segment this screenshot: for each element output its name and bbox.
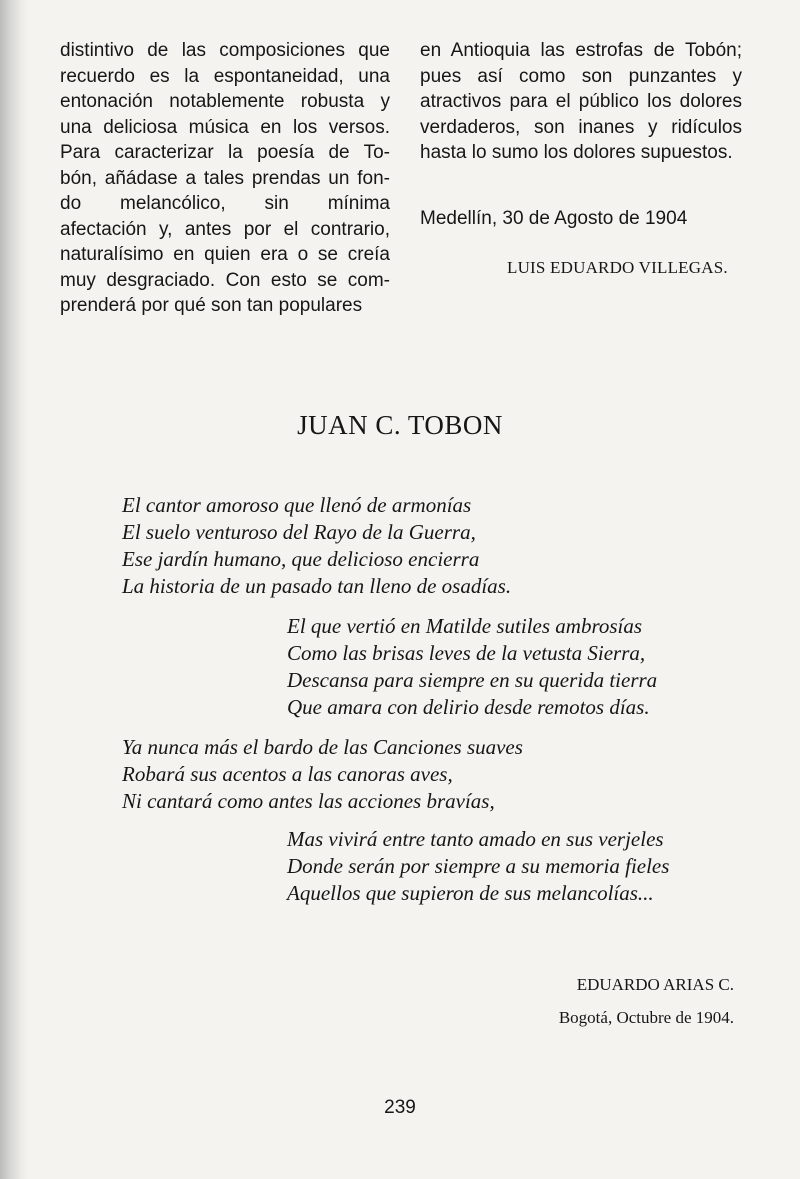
page-number: 239: [384, 1097, 416, 1118]
poem-stanza: [287, 613, 657, 721]
verse-line: La historia de un pasado tan lleno de osadías.: [122, 574, 512, 598]
text-line: pues así como son punzantes y: [420, 65, 742, 87]
verse-line: El suelo venturoso del Rayo de la Guerra,: [122, 520, 476, 544]
text-line: recuerdo es la espontaneidad, una: [60, 65, 390, 87]
verse-line: Mas vivirá entre tanto amado en sus verjeles: [287, 827, 664, 851]
verse-line: El que vertió en Matilde sutiles ambrosías: [287, 614, 643, 638]
text-line: afectación y, antes por el contrario,: [60, 218, 390, 240]
place-date: Medellín, 30 de Agosto de 1904: [420, 208, 688, 229]
text-line: atractivos para el público los dolores: [420, 91, 742, 112]
verse-line: Descansa para siempre en su querida tierra: [287, 668, 658, 692]
text-line: verdaderos, son inanes y ridículos: [420, 116, 742, 138]
text-line: Para caracterizar la poesía de To-: [60, 142, 390, 163]
poem-title: JUAN C. TOBON: [297, 410, 503, 440]
verse-line: Ni cantará como antes las acciones bravías,: [122, 789, 495, 813]
verse-line: El cantor amoroso que llenó de armonías: [122, 493, 472, 517]
verse-line: Ya nunca más el bardo de las Canciones suaves: [122, 735, 523, 759]
poem-stanza: [122, 734, 523, 815]
verse-line: Donde serán por siempre a su memoria fieles: [287, 854, 670, 878]
text-line: naturalísimo en quien era o se creía: [60, 244, 390, 265]
text-line: prenderá por qué son tan populares: [60, 295, 363, 316]
verse-line: Robará sus acentos a las canoras aves,: [122, 762, 453, 786]
text-line: muy desgraciado. Con esto se com-: [60, 269, 390, 291]
poem-stanza: [287, 826, 669, 907]
author-signature: LUIS EDUARDO VILLEGAS.: [507, 258, 728, 277]
verse-line: Que amara con delirio desde remotos días.: [287, 695, 650, 719]
author-signature: EDUARDO ARIAS C.: [576, 975, 734, 994]
verse-line: Ese jardín humano, que delicioso encierra: [122, 547, 480, 571]
text-line: do melancólico, sin mínima: [60, 193, 390, 214]
text-line: distintivo de las composiciones que: [60, 40, 390, 61]
verse-line: Aquellos que supieron de sus melancolías...: [287, 881, 654, 905]
text-line: en Antioquia las estrofas de Tobón;: [420, 40, 742, 61]
verse-line: Como las brisas leves de la vetusta Sierra,: [287, 641, 646, 665]
poem-stanza: [122, 492, 511, 600]
text-line: hasta lo sumo los dolores supuestos.: [420, 142, 733, 163]
book-spine-shadow: [0, 0, 28, 1179]
text-line: entonación notablemente robusta y: [60, 91, 390, 112]
place-date: Bogotá, Octubre de 1904.: [558, 1008, 734, 1027]
right-text-column: [420, 38, 742, 166]
text-line: bón, añádase a tales prendas un fon-: [60, 167, 390, 189]
text-line: una deliciosa música en los versos.: [60, 116, 390, 138]
left-text-column: [60, 38, 390, 319]
